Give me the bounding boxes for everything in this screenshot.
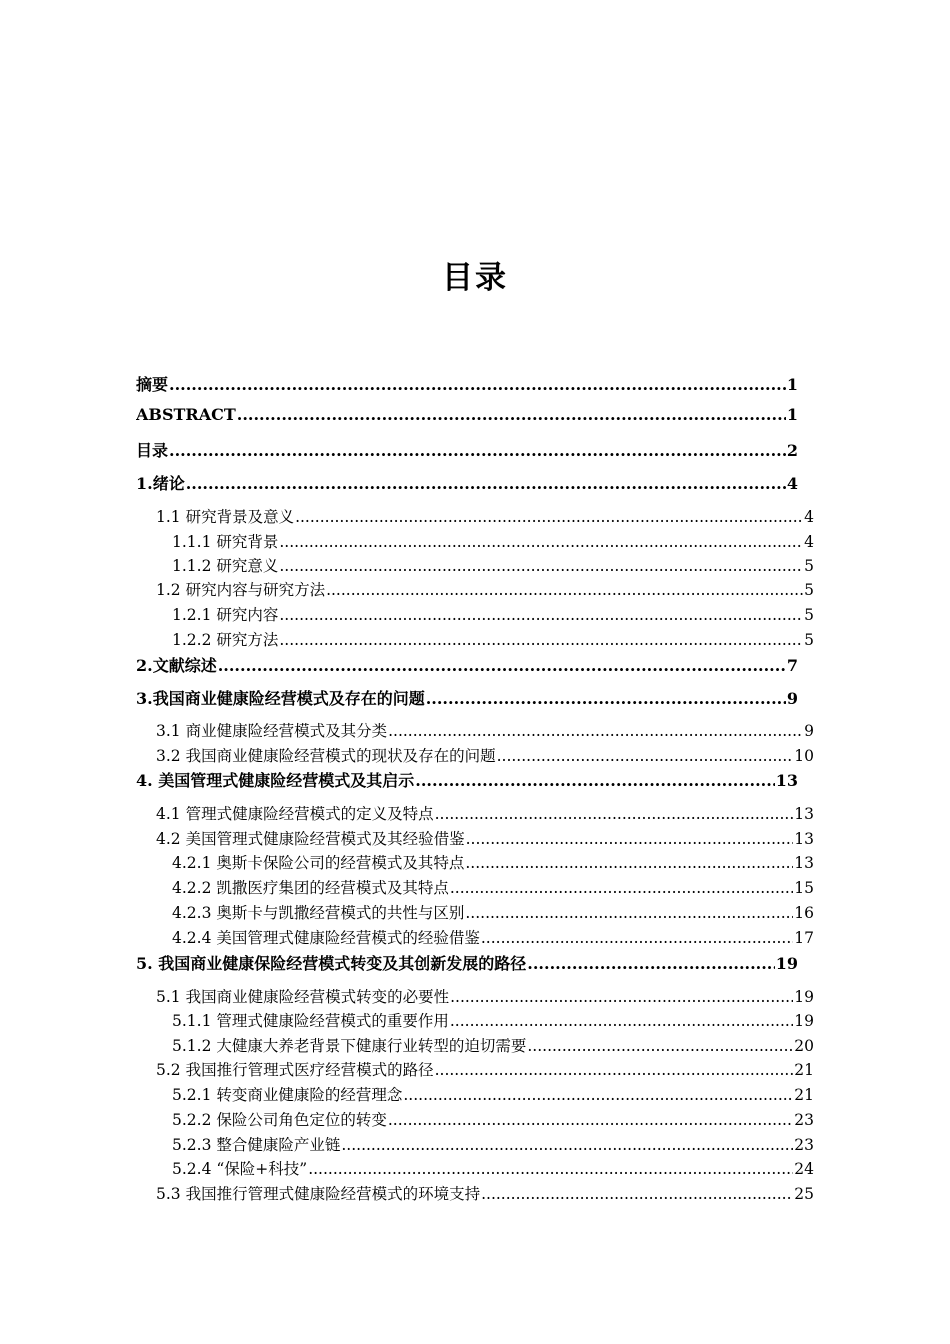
toc-entry-page: 5 <box>804 581 814 599</box>
toc-entry-page: 5 <box>804 631 814 649</box>
toc-entry-page: 1 <box>786 405 798 424</box>
toc-entry-title: 目录 <box>136 441 169 460</box>
toc-entry[interactable] <box>156 827 814 849</box>
toc-dot-leader <box>527 954 774 973</box>
toc-dot-leader <box>466 830 794 848</box>
toc-dot-leader <box>527 1037 793 1055</box>
toc-dot-leader <box>169 375 786 394</box>
toc-entry[interactable] <box>172 530 814 552</box>
toc-entry-page: 25 <box>794 1185 814 1203</box>
toc-entry[interactable] <box>172 554 814 576</box>
toc-dot-leader <box>435 805 794 823</box>
toc-entry-page: 4 <box>786 474 798 493</box>
toc-entry-page: 20 <box>794 1037 814 1055</box>
toc-entry[interactable] <box>172 1133 814 1155</box>
toc-entry-title: 摘要 <box>136 375 169 394</box>
toc-entry-title: 4.2.4 美国管理式健康险经营模式的经验借鉴 <box>172 929 480 947</box>
toc-entry[interactable] <box>172 1157 814 1179</box>
toc-entry[interactable] <box>172 603 814 625</box>
toc-dot-leader <box>169 441 786 460</box>
toc-entry-page: 2 <box>786 441 798 460</box>
toc-entry[interactable] <box>172 1083 814 1105</box>
toc-entry[interactable] <box>136 372 798 395</box>
toc-entry-page: 15 <box>794 879 814 897</box>
toc-entry-page: 13 <box>794 805 814 823</box>
toc-entry-title: 5.1.2 大健康大养老背景下健康行业转型的迫切需要 <box>172 1037 527 1055</box>
toc-dot-leader <box>279 606 803 624</box>
toc-entry-title: 4.2.1 奥斯卡保险公司的经营模式及其特点 <box>172 854 465 872</box>
toc-dot-leader <box>295 508 803 526</box>
toc-entry-title: 5.1 我国商业健康险经营模式转变的必要性 <box>156 988 450 1006</box>
toc-entry-page: 13 <box>794 854 814 872</box>
toc-entry-page: 4 <box>804 533 814 551</box>
toc-entry-title: 5.2.1 转变商业健康险的经营理念 <box>172 1086 403 1104</box>
toc-entry-title: 4. 美国管理式健康险经营模式及其启示 <box>136 771 415 790</box>
toc-entry-page: 17 <box>794 929 814 947</box>
toc-dot-leader <box>388 722 803 740</box>
toc-dot-leader <box>279 631 803 649</box>
toc-dot-leader <box>237 405 786 424</box>
toc-dot-leader <box>279 557 803 575</box>
toc-entry[interactable] <box>156 985 814 1007</box>
toc-dot-leader <box>481 929 793 947</box>
toc-entry[interactable] <box>136 471 798 494</box>
toc-entry-title: 3.1 商业健康险经营模式及其分类 <box>156 722 388 740</box>
toc-dot-leader <box>450 879 793 897</box>
toc-entry-title: 5. 我国商业健康保险经营模式转变及其创新发展的路径 <box>136 954 527 973</box>
toc-entry[interactable] <box>172 1034 814 1056</box>
toc-entry[interactable] <box>156 719 814 741</box>
toc-entry-title: 1.2.2 研究方法 <box>172 631 279 649</box>
toc-dot-leader <box>341 1136 793 1154</box>
toc-entry-title: 5.2.4 “保险+科技” <box>172 1160 308 1178</box>
toc-dot-leader <box>388 1111 793 1129</box>
toc-entry-page: 10 <box>794 747 814 765</box>
toc-entry[interactable] <box>156 1058 814 1080</box>
toc-entry-title: 4.1 管理式健康险经营模式的定义及特点 <box>156 805 434 823</box>
toc-entry[interactable] <box>172 1009 814 1031</box>
toc-entry-page: 13 <box>794 830 814 848</box>
toc-entry[interactable] <box>156 802 814 824</box>
toc-entry-title: 5.2 我国推行管理式医疗经营模式的路径 <box>156 1061 434 1079</box>
toc-entry-title: 4.2.3 奥斯卡与凯撒经营模式的共性与区别 <box>172 904 465 922</box>
toc-entry-title: 4.2.2 凯撒医疗集团的经营模式及其特点 <box>172 879 449 897</box>
toc-dot-leader <box>326 581 803 599</box>
toc-dot-leader <box>465 854 793 872</box>
toc-dot-leader <box>186 474 786 493</box>
toc-entry-page: 19 <box>794 988 814 1006</box>
toc-entry-title: 3.我国商业健康险经营模式及存在的问题 <box>136 689 425 708</box>
toc-entry-page: 5 <box>804 606 814 624</box>
toc-entry[interactable] <box>172 901 814 923</box>
page-title: 目录 <box>442 260 508 296</box>
toc-entry-page: 23 <box>794 1136 814 1154</box>
toc-entry-title: 2.文献综述 <box>136 656 217 675</box>
toc-dot-leader <box>279 533 803 551</box>
toc-entry[interactable] <box>172 926 814 948</box>
toc-entry[interactable] <box>156 578 814 600</box>
toc-entry[interactable] <box>136 653 798 676</box>
toc-dot-leader <box>481 1185 793 1203</box>
toc-entry[interactable] <box>156 505 814 527</box>
toc-entry[interactable] <box>136 768 798 791</box>
toc-entry-title: 1.1.2 研究意义 <box>172 557 279 575</box>
toc-entry-page: 21 <box>794 1061 814 1079</box>
toc-entry[interactable] <box>156 744 814 766</box>
toc-dot-leader <box>308 1160 793 1178</box>
toc-entry-title: 5.3 我国推行管理式健康险经营模式的环境支持 <box>156 1185 481 1203</box>
toc-entry-page: 24 <box>794 1160 814 1178</box>
toc-entry-title: 1.绪论 <box>136 474 185 493</box>
toc-entry-title: 1.1 研究背景及意义 <box>156 508 295 526</box>
toc-entry-title: 3.2 我国商业健康险经营模式的现状及存在的问题 <box>156 747 496 765</box>
toc-entry-page: 4 <box>804 508 814 526</box>
toc-entry-title: 1.2 研究内容与研究方法 <box>156 581 326 599</box>
toc-entry-page: 9 <box>804 722 814 740</box>
toc-dot-leader <box>450 988 793 1006</box>
toc-entry-title: 5.1.1 管理式健康险经营模式的重要作用 <box>172 1012 449 1030</box>
toc-entry-title: ABSTRACT <box>136 405 236 424</box>
toc-dot-leader <box>415 771 774 790</box>
toc-entry-page: 5 <box>804 557 814 575</box>
toc-dot-leader <box>426 689 786 708</box>
toc-dot-leader <box>218 656 786 675</box>
toc-entry-title: 1.1.1 研究背景 <box>172 533 279 551</box>
toc-entry[interactable] <box>156 1182 814 1204</box>
toc-entry[interactable] <box>136 951 798 974</box>
toc-entry[interactable] <box>172 1108 814 1130</box>
toc-entry-title: 5.2.3 整合健康险产业链 <box>172 1136 341 1154</box>
toc-entry-page: 13 <box>775 771 798 790</box>
toc-entry-page: 1 <box>786 375 798 394</box>
toc-entry-page: 21 <box>794 1086 814 1104</box>
toc-entry[interactable] <box>172 851 814 873</box>
toc-dot-leader <box>465 904 793 922</box>
toc-entry-page: 9 <box>786 689 798 708</box>
toc-entry[interactable] <box>136 405 798 424</box>
toc-entry-page: 19 <box>775 954 798 973</box>
toc-dot-leader <box>497 747 794 765</box>
toc-entry-page: 19 <box>794 1012 814 1030</box>
toc-dot-leader <box>450 1012 793 1030</box>
toc-entry[interactable] <box>136 686 798 709</box>
toc-entry[interactable] <box>136 438 798 461</box>
toc-entry-title: 1.2.1 研究内容 <box>172 606 279 624</box>
toc-dot-leader <box>403 1086 793 1104</box>
toc-entry-page: 7 <box>786 656 798 675</box>
toc-dot-leader <box>435 1061 794 1079</box>
toc-entry-page: 23 <box>794 1111 814 1129</box>
toc-entry[interactable] <box>172 628 814 650</box>
toc-entry-page: 16 <box>794 904 814 922</box>
toc-entry-title: 4.2 美国管理式健康险经营模式及其经验借鉴 <box>156 830 465 848</box>
toc-entry[interactable] <box>172 876 814 898</box>
toc-entry-title: 5.2.2 保险公司角色定位的转变 <box>172 1111 387 1129</box>
